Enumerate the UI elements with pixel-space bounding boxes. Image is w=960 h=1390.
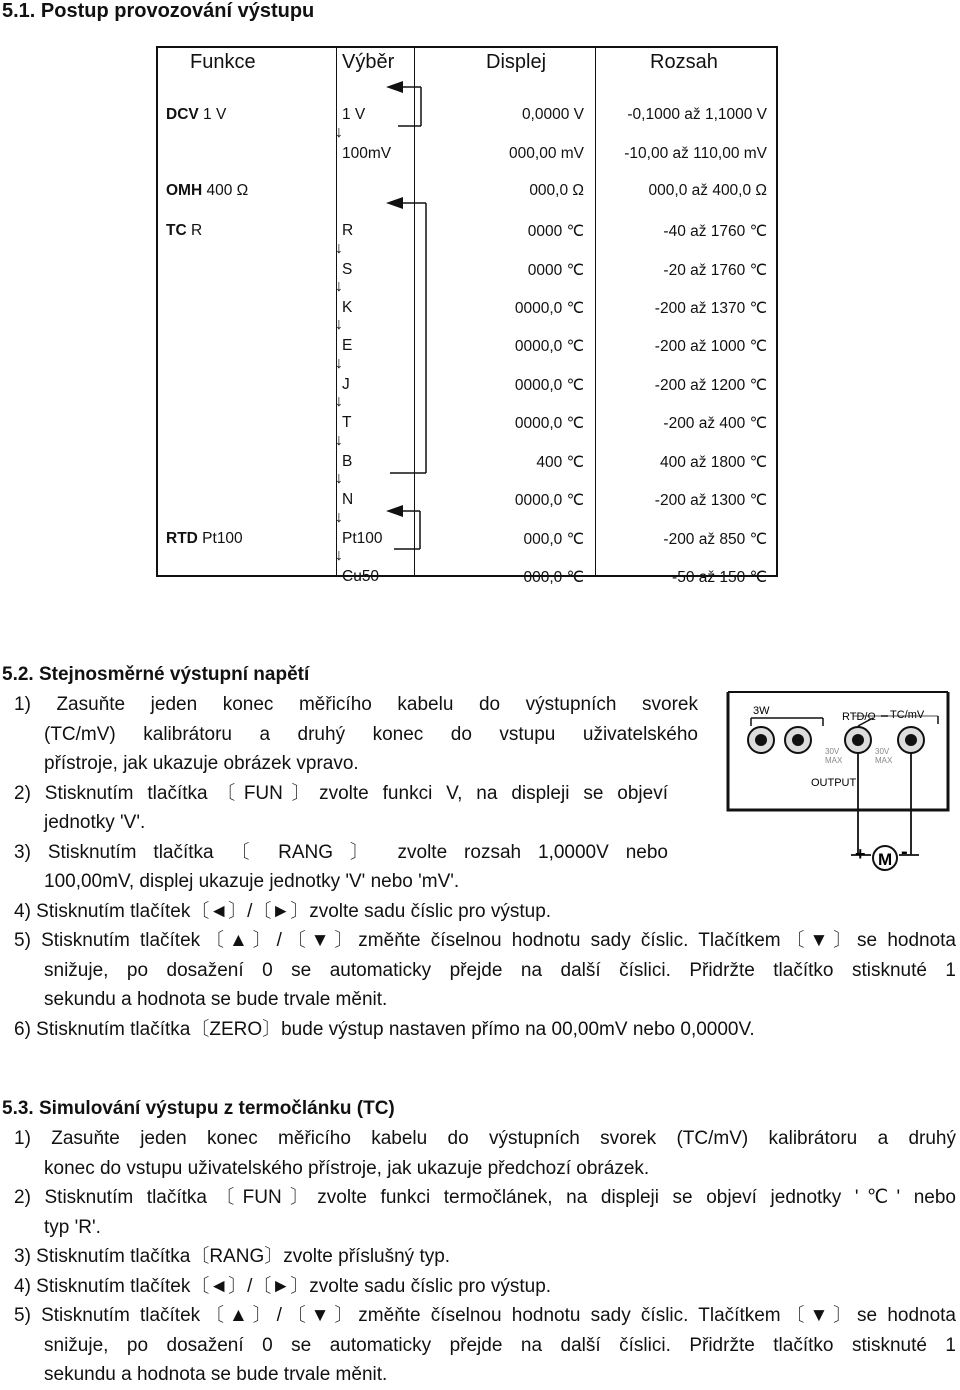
header-funkce: Funkce bbox=[190, 51, 256, 73]
down-arrow-icon: ↓ bbox=[335, 316, 343, 333]
down-arrow-icon: ↓ bbox=[335, 278, 343, 295]
text-line: 1) Zasuňte jeden konec měřicího kabelu do výstupních svorek (TC/mV) kalibrátoru a druhý bbox=[14, 1128, 956, 1149]
text-line: sekundu a hodnota se bude trvale měnit. bbox=[44, 1364, 388, 1385]
text-line: typ 'R'. bbox=[44, 1216, 101, 1238]
down-arrow-icon: ↓ bbox=[335, 123, 343, 141]
label-output: OUTPUT bbox=[811, 777, 857, 789]
cell-function bbox=[166, 182, 248, 200]
cell-selection: R bbox=[342, 222, 354, 239]
down-arrow-icon: ↓ bbox=[335, 431, 343, 449]
text-line: (TC/mV) kalibrátoru a druhý konec do vstupu uživatelského bbox=[44, 723, 698, 745]
cell-display: 0000,0 ℃ bbox=[514, 492, 584, 509]
cell-selection: S bbox=[342, 261, 353, 278]
cell-display: 000,0 ℃ bbox=[523, 569, 584, 586]
text-line: 5) Stisknutím tlačítek〔▲〕/〔▼〕změňte číselnou hodnotu sady číslic. Tlačítkem〔▼〕se hodnota bbox=[14, 930, 956, 951]
cell-range: -200 až 1300 ℃ bbox=[654, 492, 767, 509]
cell-display: 0,0000 V bbox=[521, 106, 584, 123]
text-line: snižuje, po dosažení 0 se automaticky přejde na další číslici. Přidržte tlačítko stisknuté 1 bbox=[44, 959, 956, 981]
text-line: 6) Stisknutím tlačítka〔ZERO〕bude výstup nastaven přímo na 00,00mV nebo 0,0000V. bbox=[14, 1018, 755, 1040]
cell-range: -50 až 150 ℃ bbox=[672, 569, 767, 586]
function-code: DCV bbox=[166, 106, 199, 123]
cell-display: 000,0 ℃ bbox=[523, 531, 584, 548]
text-line: 5) Stisknutím tlačítek〔▲〕/〔▼〕změňte číselnou hodnotu sady číslic. Tlačítkem〔▼〕se hodnota bbox=[14, 1305, 956, 1326]
text-line: 1) Zasuňte jeden konec měřicího kabelu do výstupních svorek bbox=[14, 694, 698, 715]
text-line: 2) Stisknutím tlačítka〔FUN〕zvolte funkci V, na displeji se objeví bbox=[14, 782, 668, 804]
function-code: RTD bbox=[166, 530, 198, 547]
cell-display: 0000,0 ℃ bbox=[514, 415, 584, 432]
text-line: konec do vstupu uživatelského přístroje, jak ukazuje předchozí obrázek. bbox=[44, 1157, 650, 1179]
function-code: TC bbox=[166, 222, 187, 239]
section-heading-5-3: 5.3. Simulování výstupu z termočlánku (TC) bbox=[2, 1098, 395, 1119]
function-code: OMH bbox=[166, 182, 203, 199]
cell-selection: E bbox=[342, 337, 353, 354]
label-plus: + bbox=[855, 844, 866, 864]
down-arrow-icon: ↓ bbox=[335, 354, 343, 372]
header-vyber: Výběr bbox=[342, 51, 395, 73]
function-value: 1 V bbox=[203, 106, 227, 123]
section-heading-5-1: 5.1. Postup provozování výstupu bbox=[2, 0, 315, 22]
cell-range: 000,0 až 400,0 Ω bbox=[648, 182, 767, 199]
cell-range: -200 až 1370 ℃ bbox=[654, 300, 767, 317]
text-line: 100,00mV, displej ukazuje jednotky 'V' nebo 'mV'. bbox=[44, 871, 460, 892]
section-5-3-text bbox=[14, 1124, 956, 1390]
cell-selection: N bbox=[342, 491, 354, 508]
cell-selection: K bbox=[342, 299, 353, 316]
text-line: 3) Stisknutím tlačítka〔RANG〕zvolte příslušný typ. bbox=[14, 1246, 451, 1267]
cell-range: -200 až 850 ℃ bbox=[663, 531, 767, 548]
cell-range: -200 až 1200 ℃ bbox=[654, 377, 767, 394]
cell-selection: J bbox=[342, 376, 350, 393]
text-line: sekundu a hodnota se bude trvale měnit. bbox=[44, 989, 388, 1010]
function-value: 400 Ω bbox=[206, 182, 249, 199]
cell-selection: 1 V bbox=[342, 106, 366, 123]
header-displej: Displej bbox=[486, 51, 547, 73]
label-3w: 3W bbox=[753, 705, 770, 717]
cell-selection: Cu50 bbox=[342, 568, 380, 585]
label-30v-left: 30V bbox=[825, 747, 840, 756]
text-line: 2) Stisknutím tlačítka〔FUN〕zvolte funkci termočlánek, na displeji se objeví jednotky '℃' nebo bbox=[14, 1187, 956, 1208]
cell-selection: B bbox=[342, 453, 353, 470]
cell-selection: 100mV bbox=[342, 145, 392, 162]
text-line: jednotky 'V'. bbox=[44, 812, 146, 833]
down-arrow-icon: ↓ bbox=[335, 239, 343, 257]
down-arrow-icon: ↓ bbox=[335, 470, 343, 487]
function-value: Pt100 bbox=[202, 530, 243, 547]
cell-display: 0000,0 ℃ bbox=[514, 338, 584, 355]
cell-range: -20 až 1760 ℃ bbox=[663, 262, 767, 279]
cell-range: -0,1000 až 1,1000 V bbox=[627, 106, 767, 123]
label-m: M bbox=[878, 850, 893, 869]
cell-function bbox=[166, 222, 202, 240]
label-max-right: MAX bbox=[875, 756, 893, 765]
cell-display: 0000 ℃ bbox=[527, 223, 584, 240]
header-rozsah: Rozsah bbox=[650, 51, 718, 73]
cell-display: 000,0 Ω bbox=[529, 182, 584, 199]
down-arrow-icon: ↓ bbox=[335, 547, 343, 564]
cell-function bbox=[166, 106, 226, 124]
text-line: přístroje, jak ukazuje obrázek vpravo. bbox=[44, 753, 359, 774]
cell-selection: Pt100 bbox=[342, 530, 383, 547]
cell-display: 400 ℃ bbox=[536, 454, 584, 471]
cell-range: -200 až 400 ℃ bbox=[663, 415, 767, 432]
text-line: 4) Stisknutím tlačítek〔◄〕/〔►〕zvolte sadu číslic pro výstup. bbox=[14, 1275, 552, 1297]
label-tcmv: TC/mV bbox=[890, 709, 925, 721]
cell-range: -40 až 1760 ℃ bbox=[663, 223, 767, 240]
cell-function bbox=[166, 530, 243, 548]
output-terminals-diagram bbox=[723, 690, 957, 880]
label-minus: - bbox=[901, 841, 908, 863]
text-line: 3) Stisknutím tlačítka 〔 RANG 〕 zvolte rozsah 1,0000V nebo bbox=[14, 841, 668, 863]
label-max-left: MAX bbox=[825, 756, 843, 765]
cell-display: 0000,0 ℃ bbox=[514, 377, 584, 394]
cell-range: 400 až 1800 ℃ bbox=[659, 454, 767, 471]
down-arrow-icon: ↓ bbox=[335, 393, 343, 410]
cell-display: 000,00 mV bbox=[509, 145, 584, 162]
label-rtd: RTD/Ω bbox=[842, 711, 876, 723]
cell-selection: T bbox=[342, 414, 352, 431]
cell-display: 0000,0 ℃ bbox=[514, 300, 584, 317]
cell-range: -10,00 až 110,00 mV bbox=[624, 145, 767, 162]
text-line: 4) Stisknutím tlačítek〔◄〕/〔►〕zvolte sadu číslic pro výstup. bbox=[14, 900, 552, 922]
section-heading-5-2: 5.2. Stejnosměrné výstupní napětí bbox=[2, 664, 310, 685]
function-value: R bbox=[190, 222, 203, 239]
text-line: snižuje, po dosažení 0 se automaticky přejde na další číslici. Přidržte tlačítko stisknuté 1 bbox=[44, 1334, 956, 1356]
down-arrow-icon: ↓ bbox=[335, 508, 343, 526]
cell-display: 0000 ℃ bbox=[527, 262, 584, 279]
label-30v-right: 30V bbox=[875, 747, 890, 756]
cell-range: -200 až 1000 ℃ bbox=[654, 338, 767, 355]
